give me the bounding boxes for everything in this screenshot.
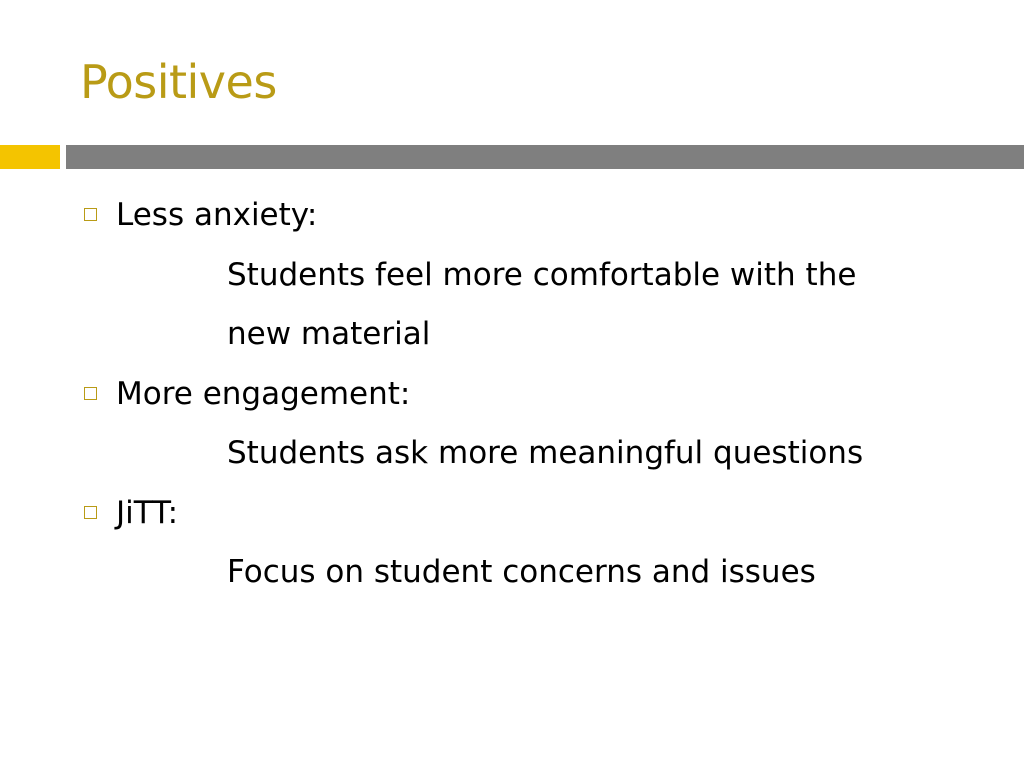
bullet-detail: Students feel more comfortable with the bbox=[227, 256, 857, 293]
hollow-square-bullet-icon bbox=[84, 208, 97, 221]
bullet-list bbox=[80, 186, 980, 603]
accent-bar bbox=[0, 145, 60, 169]
bullet-heading: Less anxiety: bbox=[116, 197, 318, 233]
bullet-item-jitt bbox=[80, 484, 980, 544]
bullet-detail: Students ask more meaningful questions bbox=[227, 435, 864, 471]
bullet-heading: More engagement: bbox=[116, 375, 411, 412]
hollow-square-bullet-icon bbox=[84, 506, 97, 519]
bullet-detail: Focus on student concerns and issues bbox=[227, 554, 816, 590]
bullet-detail: new material bbox=[227, 316, 431, 352]
bullet-item-more-engagement bbox=[80, 365, 980, 425]
bullet-item-less-anxiety bbox=[80, 186, 980, 246]
bullet-heading: JiTT: bbox=[116, 494, 179, 531]
hollow-square-bullet-icon bbox=[84, 387, 97, 400]
title-rule-bar bbox=[66, 145, 1024, 169]
slide-title: Positives bbox=[80, 55, 277, 109]
